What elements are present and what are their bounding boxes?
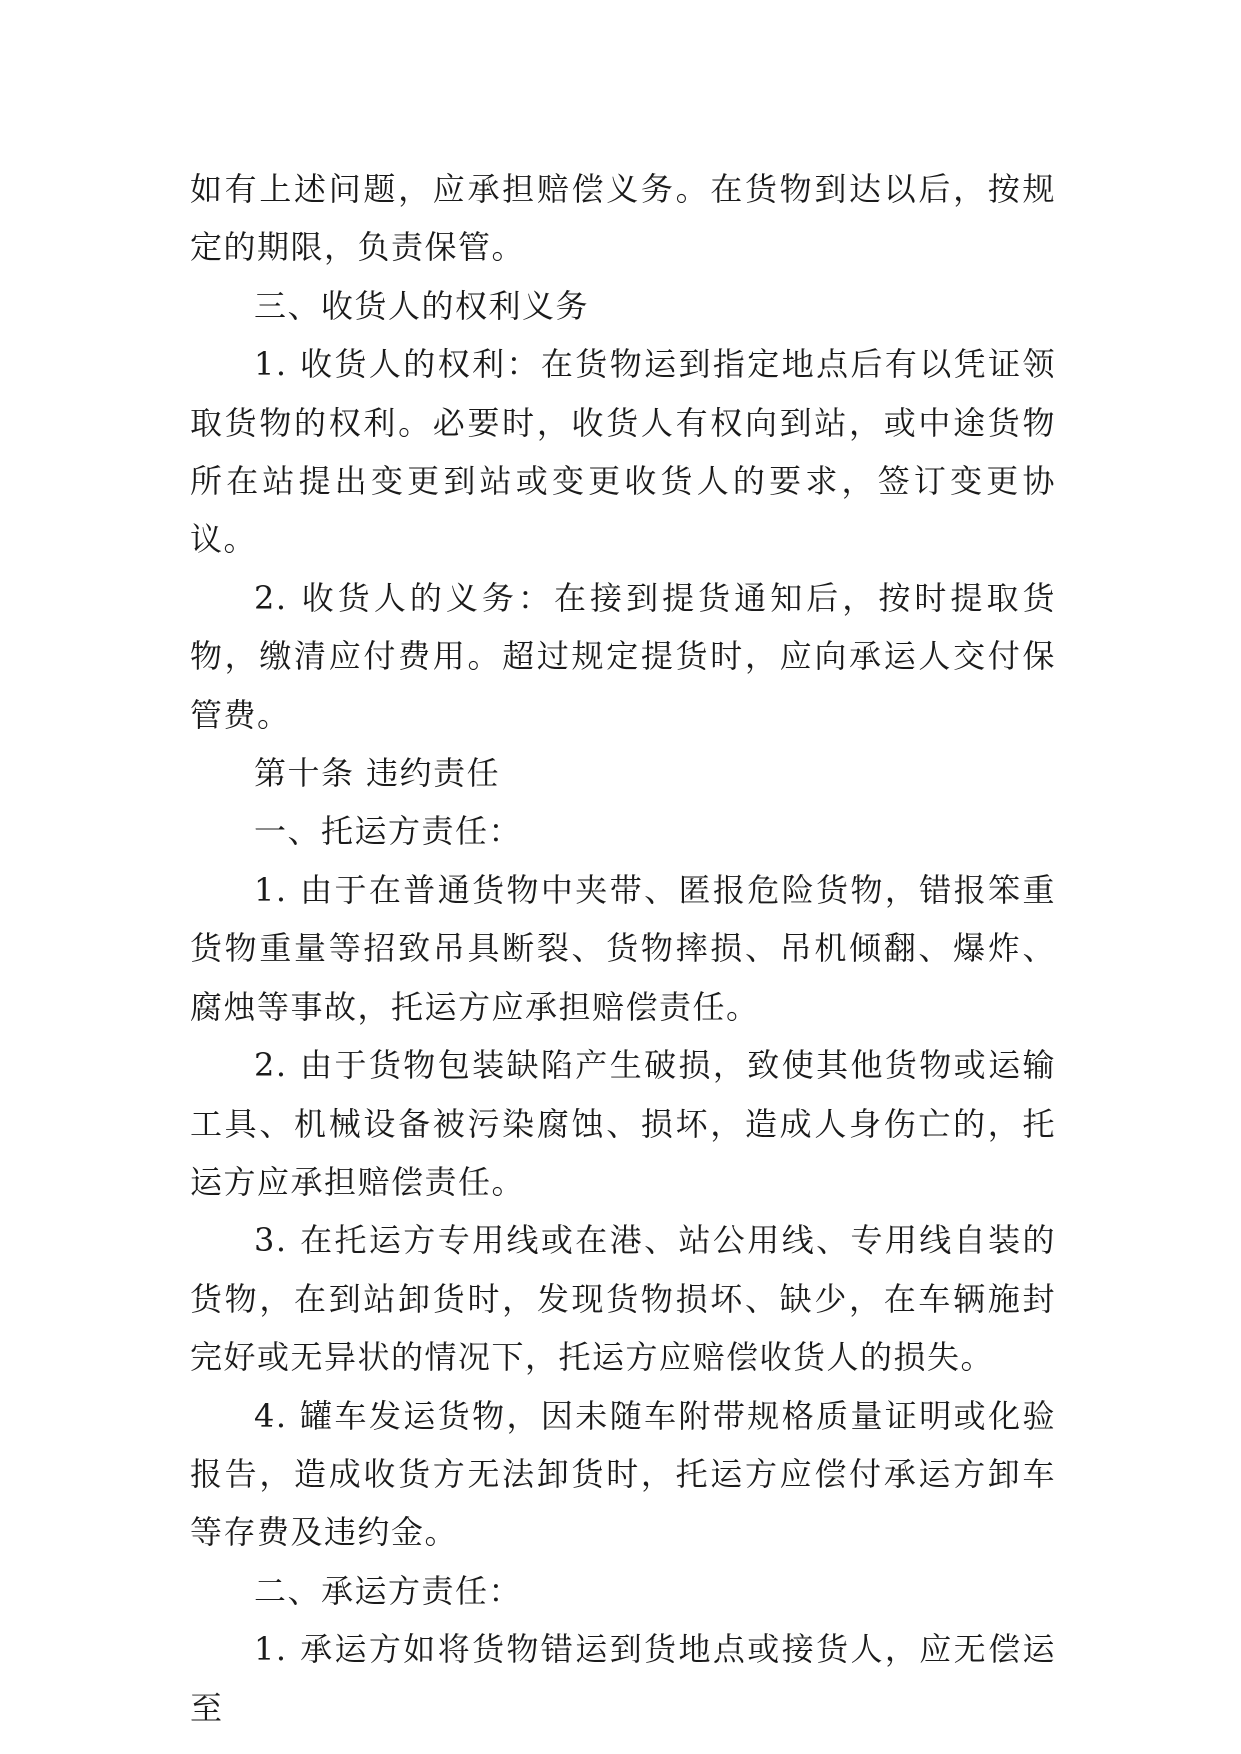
- section-heading-carrier-liability: 二、承运方责任：: [254, 1571, 523, 1610]
- paragraph-carrier-item-1: 1. 承运方如将货物错运到货地点或接货人，应无偿运至: [190, 1630, 1056, 1727]
- paragraph-consignee-rights: 1. 收货人的权利：在货物运到指定地点后有以凭证领取货物的权利。必要时，收货人有权向到站，或中途货物所在站提出变更到站或变更收货人的要求，签订变更协议。: [190, 345, 1056, 559]
- paragraph-shipper-item-1: 1. 由于在普通货物中夹带、匿报危险货物，错报笨重货物重量等招致吊具断裂、货物摔损、吊机倾翻、爆炸、腐烛等事故，托运方应承担赔偿责任。: [190, 870, 1056, 1026]
- paragraph-shipper-item-3: 3. 在托运方专用线或在港、站公用线、专用线自装的货物，在到站卸货时，发现货物损坏、缺少，在车辆施封完好或无异状的情况下，托运方应赔偿收货人的损失。: [190, 1221, 1056, 1377]
- paragraph-shipper-item-4: 4. 罐车发运货物，因未随车附带规格质量证明或化验报告，造成收货方无法卸货时，托运方应偿付承运方卸车等存费及违约金。: [190, 1396, 1056, 1552]
- paragraph-shipper-item-2: 2. 由于货物包装缺陷产生破损，致使其他货物或运输工具、机械设备被污染腐蚀、损坏，造成人身伤亡的，托运方应承担赔偿责任。: [190, 1046, 1056, 1201]
- document-body: [190, 160, 1056, 1737]
- section-heading-consignee-rights: 三、收货人的权利义务: [254, 286, 590, 325]
- article-heading-liability: 第十条 违约责任: [254, 754, 501, 793]
- paragraph-1: 如有上述问题，应承担赔偿义务。在货物到达以后，按规定的期限，负责保管。: [190, 170, 1056, 267]
- paragraph-consignee-obligations: 2. 收货人的义务：在接到提货通知后，按时提取货物，缴清应付费用。超过规定提货时，应向承运人交付保管费。: [190, 578, 1056, 734]
- section-heading-shipper-liability: 一、托运方责任：: [254, 812, 523, 851]
